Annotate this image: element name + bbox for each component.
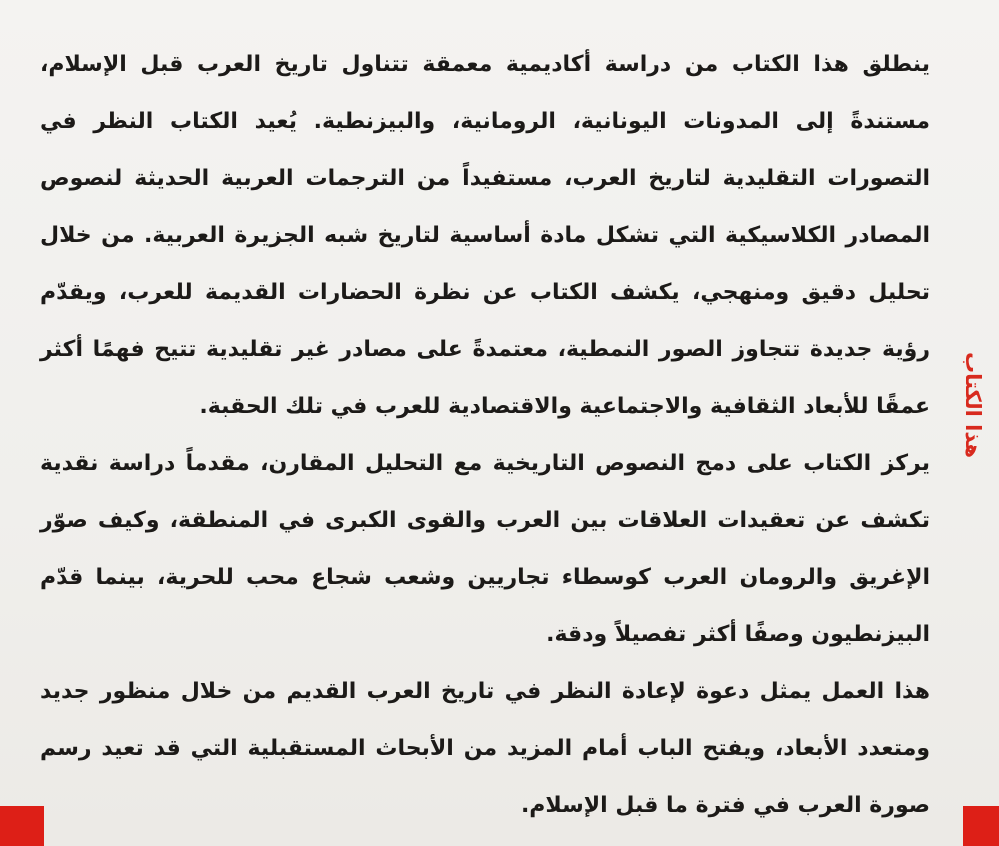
- paragraph-intro: ينطلق هذا الكتاب من دراسة أكاديمية معمقة تتناول تاريخ العرب قبل الإسلام، مستندةً إلى المدونات اليونانية، الرومانية، والبيزنطية. يُعيد الكتاب النظر في التصورات التقليدية لتاريخ العرب، مستفيداً من الترجمات العربية الحديثة لنصوص المصادر الكلاسيكية التي تشكل مادة أساسية لتاريخ شبه الجزيرة العربية. من خلال تحليل دقيق ومنهجي، يكشف الكتاب عن نظرة الحضارات القديمة للعرب، ويقدّم رؤية جديدة تتجاوز الصور النمطية، معتمدةً على مصادر غير تقليدية تتيح فهمًا أكثر عمقًا للأبعاد الثقافية والاجتماعية والاقتصادية للعرب في تلك الحقبة.: [40, 52, 930, 419]
- paragraph-conclusion: هذا العمل يمثل دعوة لإعادة النظر في تاريخ العرب القديم من خلال منظور جديد ومتعدد الأبعاد، ويفتح الباب أمام المزيد من الأبحاث المستقبلية التي قد تعيد رسم صورة العرب في فترة ما قبل الإسلام.: [40, 679, 930, 818]
- description-text: [40, 36, 930, 834]
- paragraph-focus: يركز الكتاب على دمج النصوص التاريخية مع التحليل المقارن، مقدماً دراسة نقدية تكشف عن تعقيدات العلاقات بين العرب والقوى الكبرى في المنطقة، وكيف صوّر الإغريق والرومان العرب كوسطاء تجاريين وشعب شجاع محب للحرية، بينما قدّم البيزنطيون وصفًا أكثر تفصيلاً ودقة.: [40, 451, 930, 647]
- red-corner-right: [963, 806, 999, 846]
- red-corner-left: [0, 806, 44, 846]
- spine-label: هذا الكتاب: [961, 352, 985, 459]
